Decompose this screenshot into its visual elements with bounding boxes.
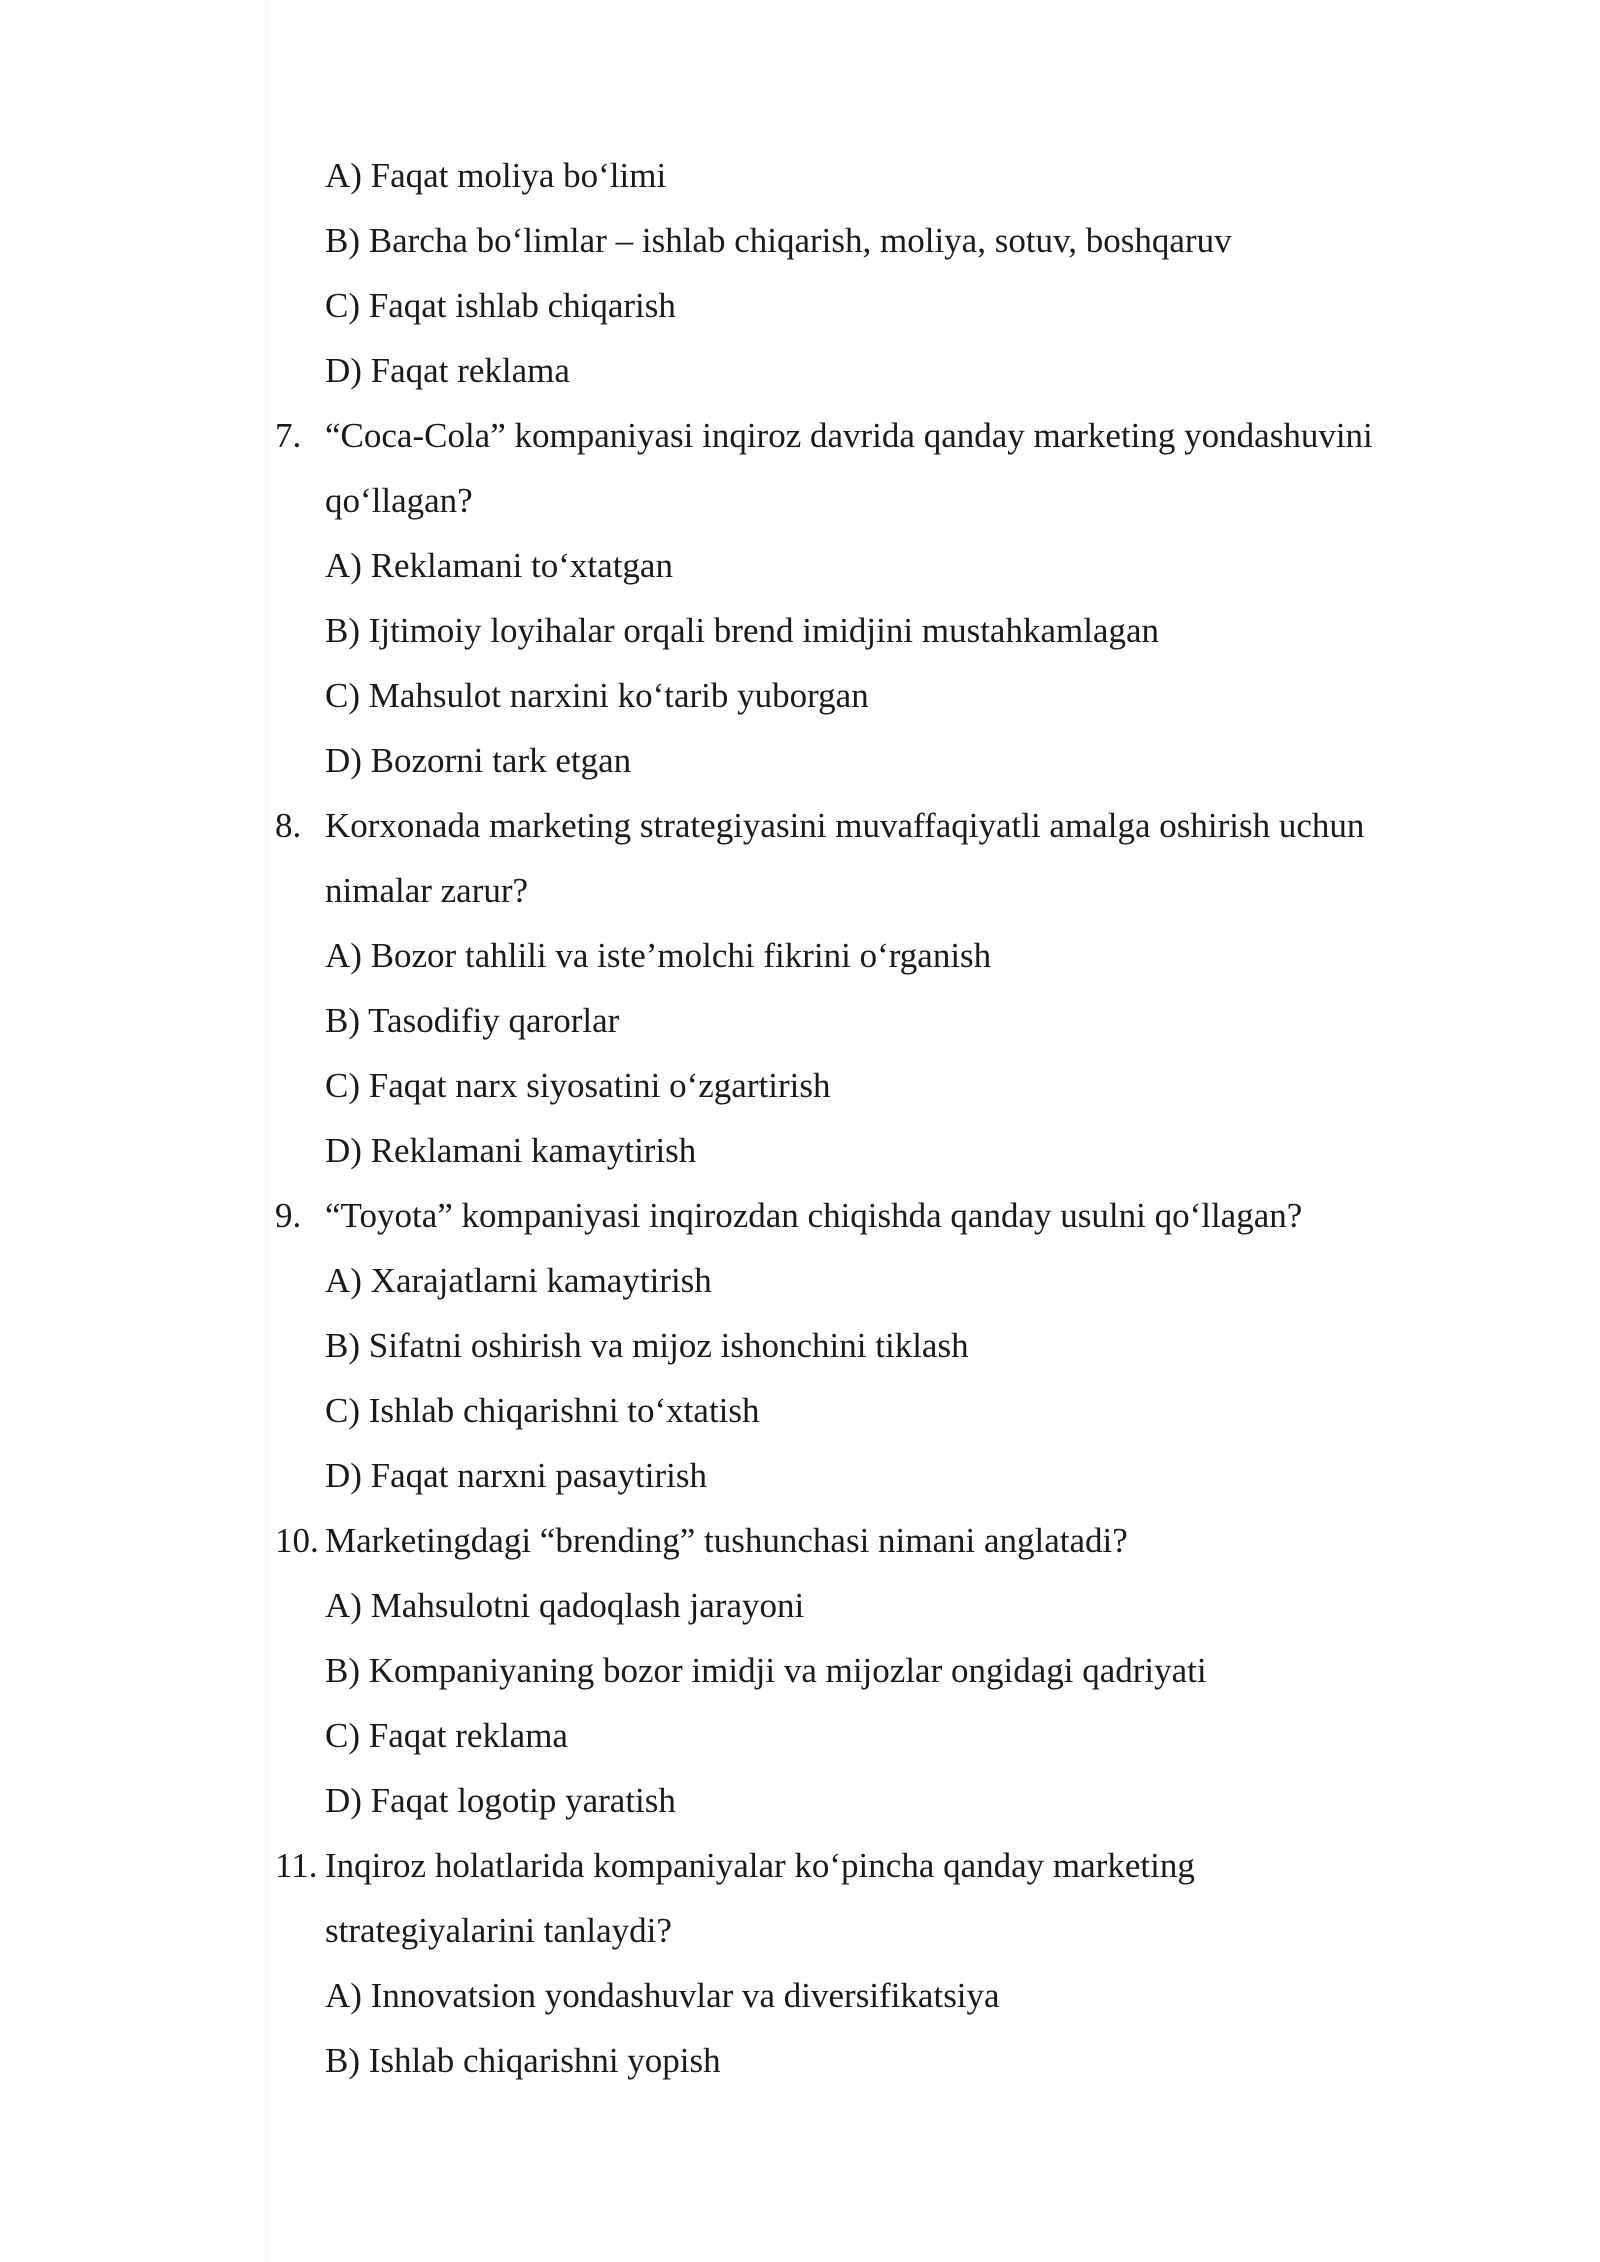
question-text: Inqiroz holatlarida kompaniyalar ko‘pincha qanday marketing — [325, 1846, 1195, 1885]
answer-option — [0, 1053, 1600, 1118]
answer-option-text: A) Xarajatlarni kamaytirish — [325, 1261, 712, 1300]
question-text: Marketingdagi “brending” tushunchasi nimani anglatadi? — [325, 1521, 1128, 1560]
question-item — [0, 793, 1600, 858]
answer-option-text: A) Innovatsion yondashuvlar va diversifikatsiya — [325, 1976, 1000, 2015]
answer-option-text: B) Ijtimoiy loyihalar orqali brend imidjini mustahkamlagan — [325, 611, 1160, 650]
question-text: “Coca-Cola” kompaniyasi inqiroz davrida qanday marketing yondashuvini — [325, 416, 1373, 455]
answer-option — [0, 923, 1600, 988]
question-item-continuation — [0, 1898, 1600, 1963]
answer-option — [0, 1118, 1600, 1183]
answer-option-text: C) Faqat narx siyosatini o‘zgartirish — [325, 1066, 831, 1105]
answer-option — [0, 1443, 1600, 1508]
answer-option — [0, 208, 1600, 273]
question-text: strategiyalarini tanlaydi? — [325, 1911, 672, 1950]
answer-option-text: B) Kompaniyaning bozor imidji va mijozlar ongidagi qadriyati — [325, 1651, 1207, 1690]
answer-option — [0, 1703, 1600, 1768]
answer-option — [0, 1768, 1600, 1833]
answer-option-text: D) Faqat reklama — [325, 351, 570, 390]
answer-option-text: D) Faqat narxni pasaytirish — [325, 1456, 707, 1495]
answer-option — [0, 1313, 1600, 1378]
question-number: 9. — [275, 1196, 302, 1235]
question-item — [0, 1508, 1600, 1573]
answer-option-text: A) Reklamani to‘xtatgan — [325, 546, 673, 585]
answer-option — [0, 338, 1600, 403]
answer-option-text: B) Barcha bo‘limlar – ishlab chiqarish, moliya, sotuv, boshqaruv — [325, 221, 1232, 260]
answer-option — [0, 663, 1600, 728]
question-item — [0, 403, 1600, 468]
answer-option-text: B) Sifatni oshirish va mijoz ishonchini tiklash — [325, 1326, 969, 1365]
answer-option — [0, 728, 1600, 793]
answer-option-text: A) Bozor tahlili va iste’molchi fikrini o‘rganish — [325, 936, 992, 975]
question-text: nimalar zarur? — [325, 871, 529, 910]
answer-option-text: D) Bozorni tark etgan — [325, 741, 632, 780]
answer-option — [0, 1638, 1600, 1703]
question-text: qo‘llagan? — [325, 481, 473, 520]
answer-option — [0, 1378, 1600, 1443]
answer-option-text: D) Reklamani kamaytirish — [325, 1131, 697, 1170]
question-number: 10. — [275, 1521, 319, 1560]
answer-option — [0, 1573, 1600, 1638]
answer-option — [0, 143, 1600, 208]
answer-option — [0, 598, 1600, 663]
answer-option-text: A) Faqat moliya bo‘limi — [325, 156, 667, 195]
answer-option — [0, 533, 1600, 598]
answer-option-text: C) Mahsulot narxini ko‘tarib yuborgan — [325, 676, 869, 715]
question-number: 11. — [275, 1846, 318, 1885]
question-item — [0, 1833, 1600, 1898]
answer-option — [0, 2028, 1600, 2093]
answer-option-text: D) Faqat logotip yaratish — [325, 1781, 676, 1820]
answer-option-text: A) Mahsulotni qadoqlash jarayoni — [325, 1586, 805, 1625]
answer-option-text: C) Faqat reklama — [325, 1716, 568, 1755]
question-number: 7. — [275, 416, 302, 455]
question-list — [0, 143, 1600, 2093]
answer-option-text: B) Ishlab chiqarishni yopish — [325, 2041, 721, 2080]
question-item-continuation — [0, 858, 1600, 923]
answer-option-text: B) Tasodifiy qarorlar — [325, 1001, 620, 1040]
question-number: 8. — [275, 806, 302, 845]
question-item-continuation — [0, 468, 1600, 533]
question-text: Korxonada marketing strategiyasini muvaffaqiyatli amalga oshirish uchun — [325, 806, 1365, 845]
answer-option — [0, 273, 1600, 338]
question-item — [0, 1183, 1600, 1248]
answer-option — [0, 988, 1600, 1053]
answer-option — [0, 1963, 1600, 2028]
question-text: “Toyota” kompaniyasi inqirozdan chiqishda qanday usulni qo‘llagan? — [325, 1196, 1303, 1235]
answer-option-text: C) Faqat ishlab chiqarish — [325, 286, 676, 325]
answer-option-text: C) Ishlab chiqarishni to‘xtatish — [325, 1391, 760, 1430]
answer-option — [0, 1248, 1600, 1313]
